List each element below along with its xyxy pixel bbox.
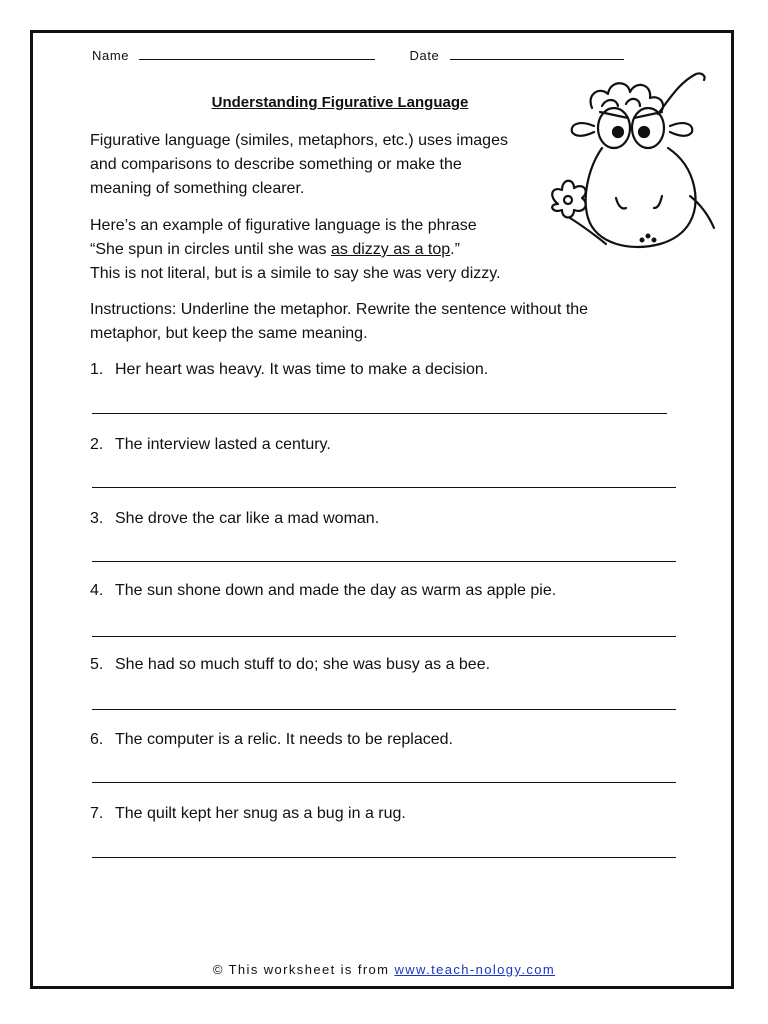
question-text: Her heart was heavy. It was time to make a decision.: [115, 361, 489, 378]
example-quote-end: .”: [450, 241, 460, 258]
intro-line: Figurative language (similes, metaphors, etc.) uses images: [90, 132, 508, 149]
instructions-line: Instructions: Underline the metaphor. Rewrite the sentence without the: [90, 301, 589, 318]
instructions-paragraph: [90, 298, 588, 346]
answer-line-4[interactable]: [92, 636, 676, 637]
question-2: [90, 436, 331, 454]
question-text: She drove the car like a mad woman.: [115, 510, 380, 527]
question-text: The interview lasted a century.: [115, 436, 331, 453]
name-blank[interactable]: [139, 47, 375, 60]
question-number: 4.: [90, 582, 104, 599]
intro-line: meaning of something clearer.: [90, 180, 305, 197]
question-5: [90, 656, 490, 674]
answer-line-2[interactable]: [92, 487, 676, 488]
intro-paragraph: [90, 129, 508, 201]
answer-line-7[interactable]: [92, 857, 676, 858]
name-date-row: [92, 47, 624, 63]
question-1: [90, 361, 488, 379]
sheep-with-flower-icon: [530, 68, 720, 258]
page-title: Understanding Figurative Language: [211, 94, 469, 111]
question-number: 6.: [90, 731, 104, 748]
example-line: [90, 238, 501, 262]
footer-credit: [0, 962, 768, 977]
question-7: [90, 805, 406, 823]
example-quote-start: “She spun in circles until she was: [90, 241, 331, 258]
name-label: Name: [92, 48, 130, 63]
answer-line-1[interactable]: [92, 413, 667, 414]
example-line: Here’s an example of figurative language is the phrase: [90, 217, 477, 234]
question-number: 2.: [90, 436, 104, 453]
question-text: She had so much stuff to do; she was busy as a bee.: [115, 656, 491, 673]
question-number: 5.: [90, 656, 104, 673]
example-paragraph: [90, 214, 501, 286]
instructions-line: metaphor, but keep the same meaning.: [90, 325, 368, 342]
example-simile: as dizzy as a top: [331, 241, 451, 258]
question-number: 1.: [90, 361, 104, 378]
question-text: The sun shone down and made the day as warm as apple pie.: [115, 582, 557, 599]
answer-line-6[interactable]: [92, 782, 676, 783]
question-number: 7.: [90, 805, 104, 822]
question-text: The quilt kept her snug as a bug in a rug.: [115, 805, 406, 822]
question-number: 3.: [90, 510, 104, 527]
answer-line-3[interactable]: [92, 561, 676, 562]
date-blank[interactable]: [450, 47, 624, 60]
question-4: [90, 582, 556, 600]
date-label: Date: [409, 48, 440, 63]
question-6: [90, 731, 453, 749]
footer-text: © This worksheet is from: [212, 962, 395, 977]
footer-link[interactable]: www.teach-nology.com: [394, 962, 556, 977]
answer-line-5[interactable]: [92, 709, 676, 710]
intro-line: and comparisons to describe something or make the: [90, 156, 462, 173]
example-line: This is not literal, but is a simile to say she was very dizzy.: [90, 265, 501, 282]
question-3: [90, 510, 379, 528]
question-text: The computer is a relic. It needs to be replaced.: [115, 731, 453, 748]
